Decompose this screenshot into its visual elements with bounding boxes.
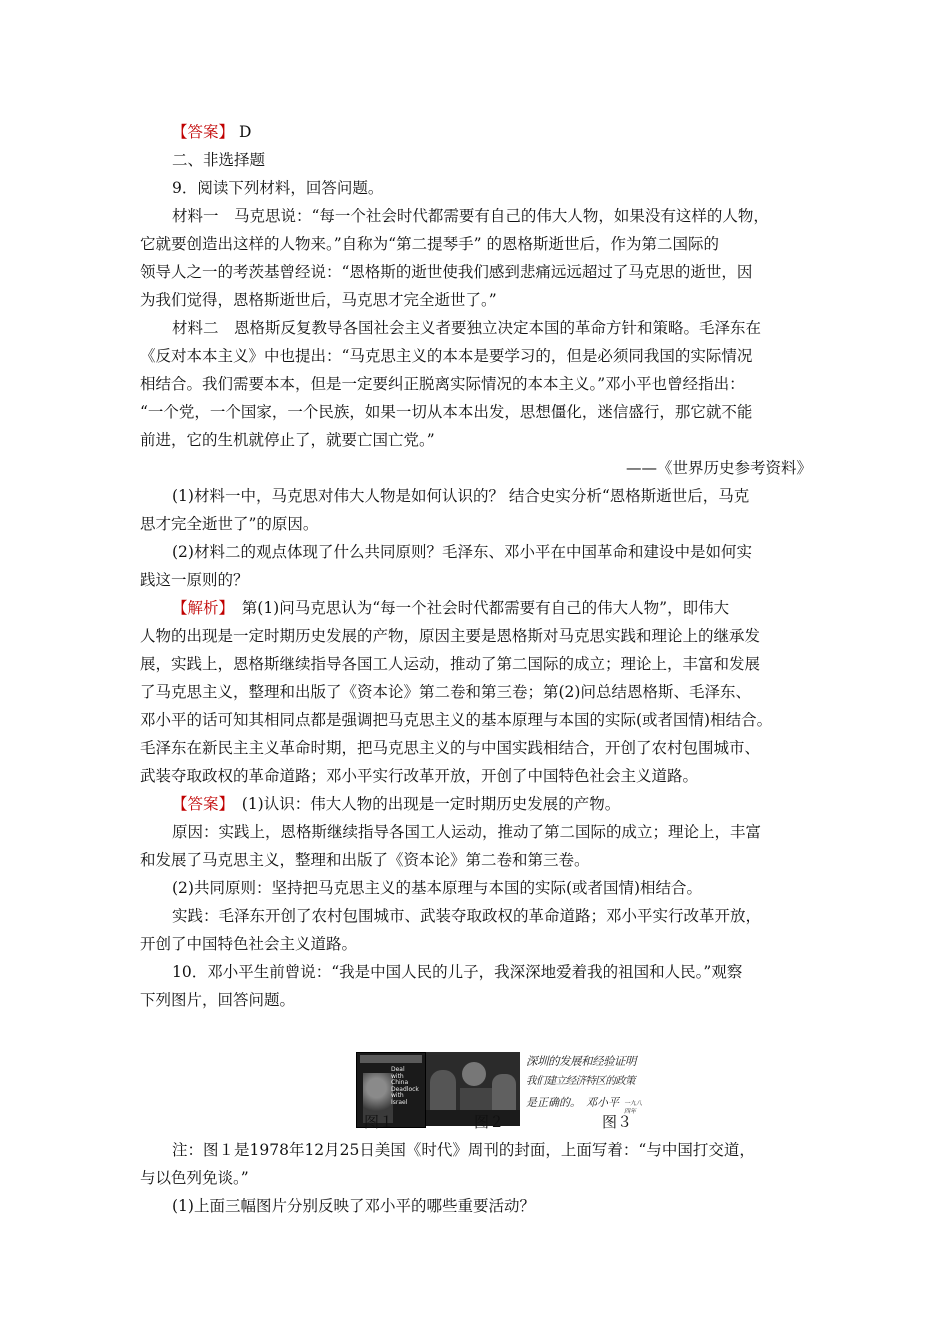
note-line: 与以色列免谈。”	[140, 1169, 249, 1187]
calligraphy-signature: 邓小平	[586, 1096, 619, 1109]
analysis-line: 邓小平的话可知其相同点都是强调把马克思主义的基本原理与本国的实际(或者国情)相结合。	[140, 711, 773, 729]
figure-2-photo	[426, 1052, 520, 1126]
material-2-line: 前进，它的生机就停止了，就要亡国亡党。”	[140, 431, 435, 449]
sub-question-2: 践这一原则的？	[140, 571, 249, 589]
material-1-line: 材料一 马克思说：“每一个社会时代都需要有自己的伟大人物，如果没有这样的人物，	[172, 207, 769, 225]
analysis-line: 展，实践上，恩格斯继续指导各国工人运动，推动了第二国际的成立；理论上，丰富和发展	[140, 655, 761, 673]
answer-line: 原因：实践上，恩格斯继续指导各国工人运动，推动了第二国际的成立；理论上，丰富	[172, 823, 762, 841]
photo-table	[426, 1110, 520, 1126]
answer-line: 开创了中国特色社会主义道路。	[140, 935, 358, 953]
analysis-text: 第(1)问马克思认为“每一个社会时代都需要有自己的伟大人物”，即伟大	[226, 599, 730, 617]
answer-line: 实践：毛泽东开创了农村包围城市、武装夺取政权的革命道路；邓小平实行改革开放，	[172, 907, 762, 925]
figure-2-caption: 图２	[474, 1113, 505, 1131]
material-1-line: 它就要创造出这样的人物来。”自称为“第二提琴手” 的恩格斯逝世后，作为第二国际的	[140, 235, 719, 253]
analysis-line: 了马克思主义，整理和出版了《资本论》第二卷和第三卷；第(2)问总结恩格斯、毛泽东、	[140, 683, 751, 701]
magazine-masthead	[360, 1055, 422, 1063]
figure-1-caption: 图１	[364, 1113, 395, 1131]
material-2-line: “一个党，一个国家，一个民族，如果一切从本本出发，思想僵化，迷信盛行，那它就不能	[140, 403, 753, 421]
answer-tag: 【答案】	[172, 795, 227, 813]
question-10-sub-1: (1)上面三幅图片分别反映了邓小平的哪些重要活动？	[172, 1197, 535, 1215]
figure-3-caption: 图３	[602, 1113, 633, 1131]
question-10-stem: 10．邓小平生前曾说：“我是中国人民的儿子，我深深地爱着我的祖国和人民。”观察	[172, 963, 743, 981]
photo-figure	[462, 1062, 486, 1086]
cover-headline: Deal with China Deadlock with Israel	[391, 1066, 419, 1106]
answer-value: D	[234, 123, 252, 141]
analysis-line: 毛泽东在新民主主义革命时期，把马克思主义的与中国实践相结合，开创了农村包围城市、	[140, 739, 761, 757]
analysis-tag: 【解析】	[172, 599, 227, 617]
question-9-stem: 9．阅读下列材料，回答问题。	[172, 179, 384, 197]
question-10-stem: 下列图片，回答问题。	[140, 991, 296, 1009]
section-title: 二、非选择题	[172, 151, 266, 169]
sub-question-1: (1)材料一中，马克思对伟大人物是如何认识的？ 结合史实分析“恩格斯逝世后，马克	[172, 487, 750, 505]
calligraphy-date: 一九八四年	[624, 1100, 643, 1115]
sub-question-1: 思才完全逝世了”的原因。	[140, 515, 319, 533]
note-line: 注：图１是1978年12月25日美国《时代》周刊的封面，上面写着：“与中国打交道，	[172, 1141, 755, 1159]
analysis-line: 人物的出现是一定时期历史发展的产物，原因主要是恩格斯对马克思实践和理论上的继承发	[140, 627, 761, 645]
answer-tag: 【答案】	[172, 123, 235, 141]
material-2-line: 材料二 恩格斯反复教导各国社会主义者要独立决定本国的革命方针和策略。毛泽东在	[172, 319, 762, 337]
calligraphy-line: 是正确的。	[526, 1096, 581, 1109]
sub-question-2: (2)材料二的观点体现了什么共同原则？毛泽东、邓小平在中国革命和建设中是如何实	[172, 543, 752, 561]
analysis-line	[172, 598, 812, 618]
answer-line	[172, 122, 812, 142]
material-2-line: 《反对本本主义》中也提出：“马克思主义的本本是要学习的，但是必须同我国的实际情况	[140, 347, 753, 365]
answer-line	[172, 794, 812, 814]
analysis-line: 武装夺取政权的革命道路；邓小平实行改革开放，开创了中国特色社会主义道路。	[140, 767, 699, 785]
answer-line: (2)共同原则：坚持把马克思主义的基本原理与本国的实际(或者国情)相结合。	[172, 879, 703, 897]
material-2-line: 相结合。我们需要本本，但是一定要纠正脱离实际情况的本本主义。”邓小平也曾经指出：	[140, 375, 745, 393]
calligraphy-line: 我们建立经济特区的政策	[526, 1075, 635, 1087]
material-source: ——《世界历史参考资料》	[625, 459, 812, 477]
material-1-line: 领导人之一的考茨基曾经说：“恩格斯的逝世使我们感到悲痛远远超过了马克思的逝世，因	[140, 263, 753, 281]
calligraphy-line: 深圳的发展和经验证明	[526, 1054, 636, 1068]
answer-line: 和发展了马克思主义，整理和出版了《资本论》第二卷和第三卷。	[140, 851, 590, 869]
material-1-line: 为我们觉得，恩格斯逝世后，马克思才完全逝世了。”	[140, 291, 497, 309]
answer-text: (1)认识：伟大人物的出现是一定时期历史发展的产物。	[226, 795, 621, 813]
